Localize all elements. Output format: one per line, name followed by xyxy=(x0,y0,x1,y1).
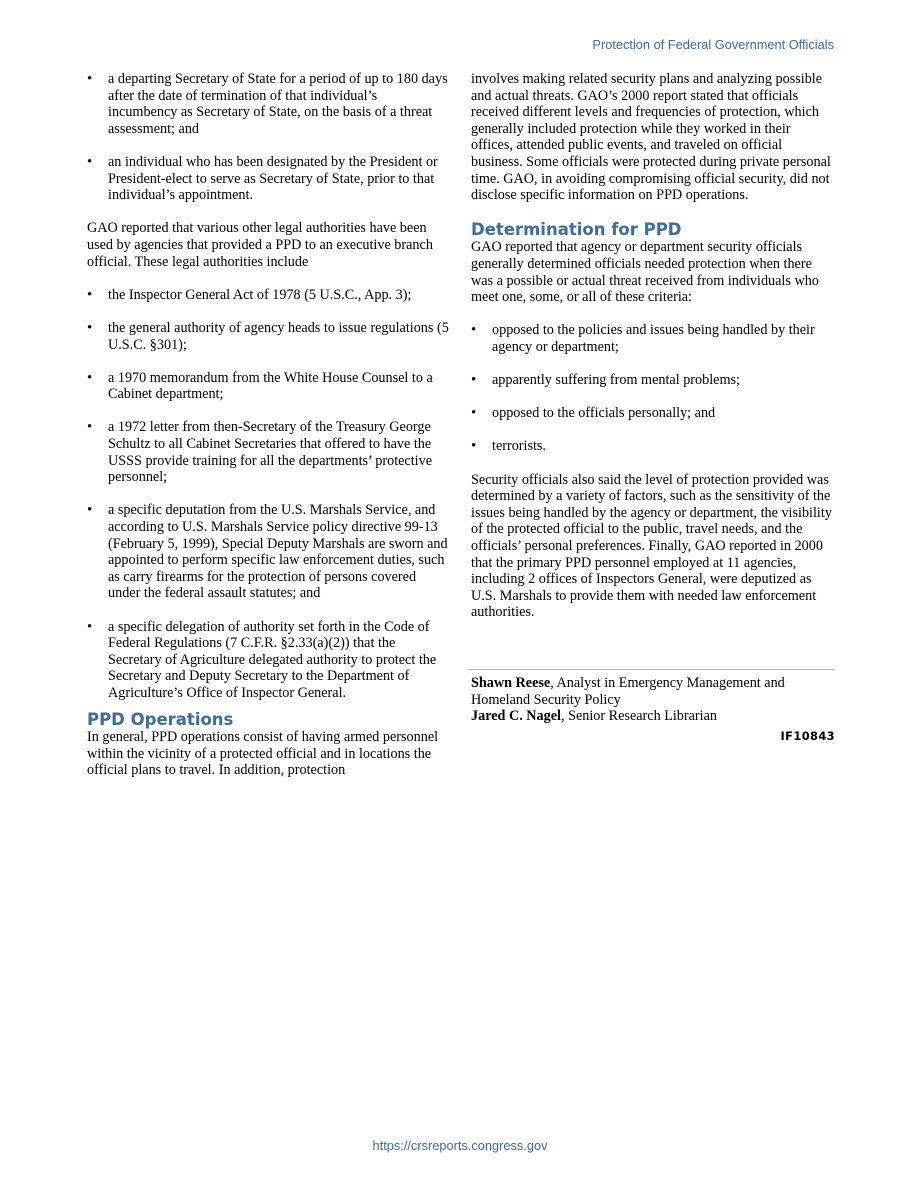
right-column xyxy=(471,71,835,744)
footer-url-link[interactable]: https://crsreports.congress.gov xyxy=(372,1138,548,1153)
author-credit xyxy=(471,675,835,708)
left-column xyxy=(87,71,449,796)
ppd-operations-paragraph-continued: involves making related security plans and analyzing possible and actual threats. GAO’s 2000 report stated that officials received different levels and frequencies of protection, which generally included protection while they worked in their offices, attended public events, and traveled on official business. Some officials were protected during private personal time. GAO, in avoiding compromising official security, did not disclose specific information on PPD operations. xyxy=(471,71,831,204)
list-item: • opposed to the policies and issues being handled by their agency or department; xyxy=(471,322,835,355)
list-item: • a departing Secretary of State for a period of up to 180 days after the date of termination of that individual’s incumbency as Secretary of State, on the basis of a threat assessment; and xyxy=(87,71,449,137)
author-title: , Senior Research Librarian xyxy=(560,708,717,725)
list-item: • a 1970 memorandum from the White House Counsel to a Cabinet department; xyxy=(87,370,449,403)
author-name: Jared C. Nagel xyxy=(471,708,561,725)
list-item: • a 1972 letter from then-Secretary of the Treasury George Schultz to all Cabinet Secretaries that offered to have the USSS provide training for all the departments’ protective personnel; xyxy=(87,419,449,485)
list-item: • opposed to the officials personally; and xyxy=(471,405,835,422)
determination-paragraph: GAO reported that agency or department security officials generally determined officials needed protection when there was a possible or actual threat received from individuals who meet one, some, or all of these criteria: xyxy=(471,239,819,306)
list-item: • terrorists. xyxy=(471,438,835,455)
author-credit xyxy=(471,708,835,725)
list-item: • a specific deputation from the U.S. Marshals Service, and according to U.S. Marshals Service policy directive 99-13 (February 5, 1999), Special Deputy Marshals are sworn and appointed to perform specific law enforcement duties, such as carry firearms for the protection of persons covered under the federal assault statutes; and xyxy=(87,502,449,602)
list-item: • the Inspector General Act of 1978 (5 U.S.C., App. 3); xyxy=(87,287,449,304)
protection-factors-paragraph: Security officials also said the level of protection provided was determined by a variety of factors, such as the sensitivity of the issues being handled by the agency or department, the visibility of the protected official to the public, travel needs, and the officials’ personal preferences. Finally, GAO reported in 2000 that the primary PPD personnel employed at 11 agencies, including 2 offices of Inspectors General, were deputized as U.S. Marshals to provide them with needed law enforcement authorities. xyxy=(471,471,832,621)
author-title: , Analyst in Emergency Management and Homeland Security Policy xyxy=(471,675,785,708)
authorities-paragraph: GAO reported that various other legal authorities have been used by agencies that provided a PPD to an executive branch official. These legal authorities include xyxy=(87,220,433,270)
secretary-of-state-list xyxy=(87,71,449,204)
running-header-title: Protection of Federal Government Officials xyxy=(592,37,834,52)
ppd-operations-paragraph: In general, PPD operations consist of having armed personnel within the vicinity of a protected official and in locations the official plans to travel. In addition, protection xyxy=(87,729,439,779)
ppd-operations-heading: PPD Operations xyxy=(87,710,234,730)
criteria-list xyxy=(471,322,835,455)
legal-authorities-list xyxy=(87,287,449,702)
list-item: • a specific delegation of authority set forth in the Code of Federal Regulations (7 C.F.R. §2.33(a)(2)) that the Secretary of Agriculture delegated authority to protect the Secretary and Deputy Secretary to the Department of Agriculture’s Office of Inspector General. xyxy=(87,619,449,702)
determination-heading: Determination for PPD xyxy=(471,220,682,240)
author-name: Shawn Reese xyxy=(471,675,551,691)
report-id: IF10843 xyxy=(780,728,835,743)
list-item: • apparently suffering from mental problems; xyxy=(471,372,835,389)
list-item: • the general authority of agency heads to issue regulations (5 U.S.C. §301); xyxy=(87,320,449,353)
list-item: • an individual who has been designated by the President or President-elect to serve as Secretary of State, prior to that individual’s appointment. xyxy=(87,154,449,204)
author-divider xyxy=(468,669,835,670)
